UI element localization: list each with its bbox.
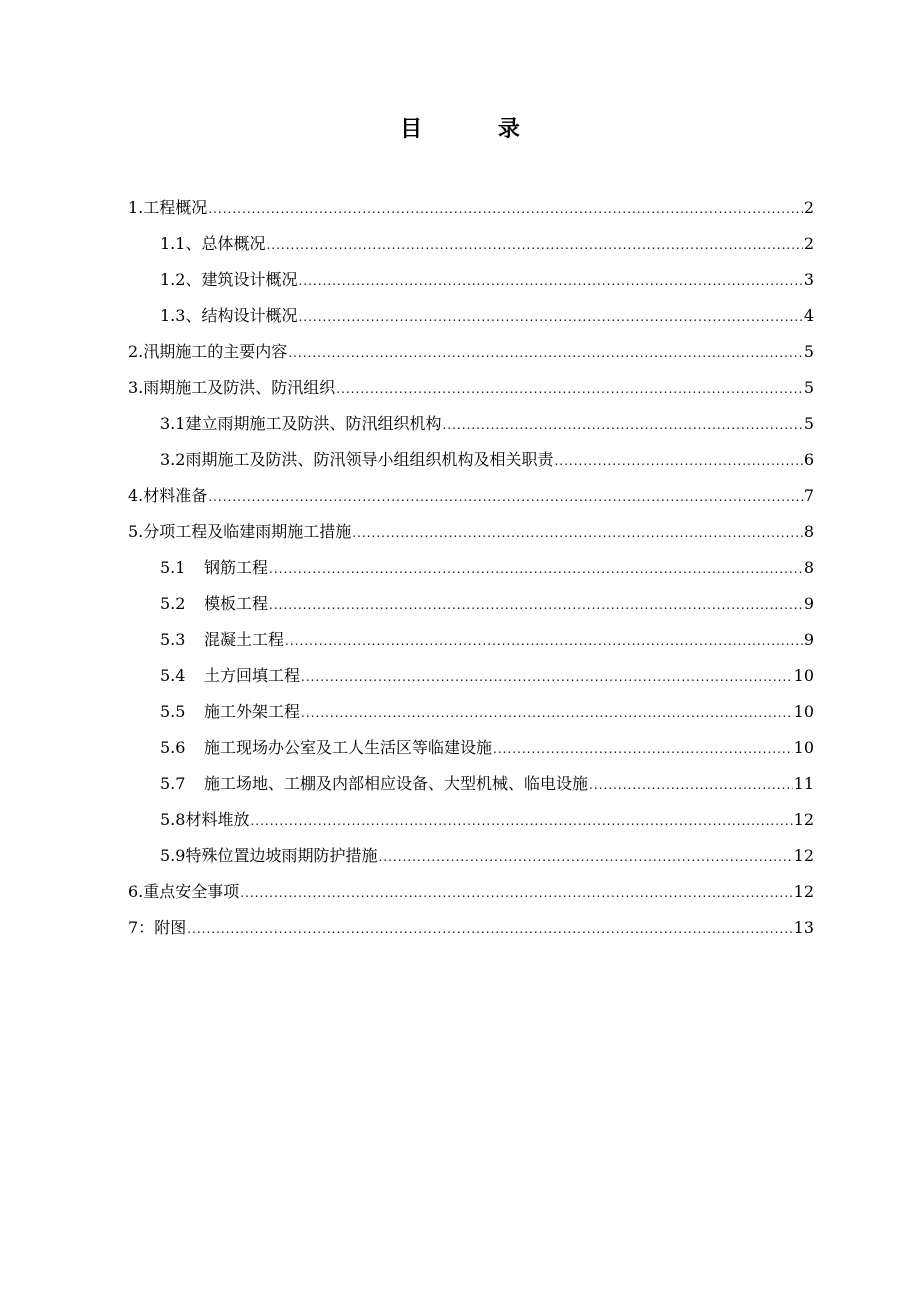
toc-entry[interactable] [128, 916, 814, 952]
toc-page-number: 11 [793, 774, 814, 793]
toc-page-number: 8 [803, 522, 814, 541]
toc-dot-leader [288, 341, 803, 365]
toc-entry-label [160, 664, 300, 688]
toc-entry[interactable] [128, 592, 814, 628]
toc-entry-text: 汛期施工的主要内容 [143, 342, 288, 361]
toc-entry-label [160, 592, 268, 616]
toc-dot-leader [269, 557, 803, 581]
toc-entry-label [128, 880, 239, 904]
toc-page-number: 5 [803, 414, 814, 433]
toc-entry-label [160, 232, 265, 256]
toc-dot-leader [352, 521, 803, 545]
toc-dot-leader [493, 737, 793, 761]
toc-entry-number: 5.8 [160, 810, 186, 829]
table-of-contents [128, 196, 814, 952]
toc-entry-label [128, 196, 207, 220]
toc-entry-label [160, 844, 377, 868]
toc-entry[interactable] [128, 232, 814, 268]
toc-page-number: 4 [803, 306, 814, 325]
toc-entry-text: 总体概况 [201, 234, 266, 253]
toc-page-number: 5 [803, 342, 814, 361]
toc-dot-leader [301, 665, 793, 689]
toc-entry-number: 5.9 [160, 846, 186, 865]
toc-dot-leader [187, 917, 792, 941]
toc-entry-label [160, 700, 300, 724]
toc-entry-label [160, 628, 284, 652]
toc-entry[interactable] [128, 520, 814, 556]
toc-entry-label [160, 304, 297, 328]
toc-entry-text: 雨期施工及防洪、防汛领导小组组织机构及相关职责 [185, 450, 554, 469]
toc-entry-text: 雨期施工及防洪、防汛组织 [143, 378, 336, 397]
toc-page-number: 9 [803, 630, 814, 649]
toc-entry[interactable] [128, 808, 814, 844]
toc-dot-leader [240, 881, 792, 905]
toc-entry-number: 2. [128, 342, 144, 361]
toc-entry[interactable] [128, 556, 814, 592]
toc-entry[interactable] [128, 880, 814, 916]
toc-dot-leader [298, 305, 802, 329]
toc-page-number: 10 [793, 666, 814, 685]
toc-entry[interactable] [128, 376, 814, 412]
toc-page-number: 12 [793, 846, 814, 865]
toc-entry-label [128, 916, 186, 940]
toc-entry[interactable] [128, 304, 814, 340]
toc-entry[interactable] [128, 196, 814, 232]
toc-entry-number: 3. [128, 378, 144, 397]
toc-entry[interactable] [128, 736, 814, 772]
toc-dot-leader [298, 269, 802, 293]
toc-dot-leader [554, 449, 802, 473]
toc-entry-text: 模板工程 [204, 594, 269, 613]
toc-dot-leader [208, 485, 803, 509]
toc-entry-text: 分项工程及临建雨期施工措施 [143, 522, 352, 541]
toc-entry[interactable] [128, 628, 814, 664]
toc-entry[interactable] [128, 664, 814, 700]
toc-page-number: 6 [803, 450, 814, 469]
toc-dot-leader [285, 629, 803, 653]
toc-entry[interactable] [128, 448, 814, 484]
toc-dot-leader [208, 197, 803, 221]
toc-dot-leader [336, 377, 803, 401]
toc-entry-label [160, 268, 297, 292]
toc-entry-number: 5.6 [160, 738, 186, 757]
toc-dot-leader [442, 413, 802, 437]
toc-entry-number: 1.3、 [160, 306, 202, 325]
toc-entry-label [160, 808, 249, 832]
toc-page-number: 9 [803, 594, 814, 613]
toc-entry-number: 5.3 [160, 630, 186, 649]
toc-entry-label [160, 772, 588, 796]
toc-entry-number: 1.1、 [160, 234, 202, 253]
toc-entry[interactable] [128, 340, 814, 376]
toc-page-number: 13 [793, 918, 814, 937]
toc-entry[interactable] [128, 412, 814, 448]
toc-entry[interactable] [128, 484, 814, 520]
toc-entry-label [128, 340, 287, 364]
toc-entry-number: 5.1 [160, 558, 186, 577]
toc-entry[interactable] [128, 700, 814, 736]
toc-entry-number: 5.5 [160, 702, 186, 721]
toc-entry-number: 6. [128, 882, 144, 901]
toc-entry-text: 施工现场办公室及工人生活区等临建设施 [204, 738, 493, 757]
toc-page-number: 8 [803, 558, 814, 577]
toc-page-number: 2 [803, 234, 814, 253]
toc-page-number: 5 [803, 378, 814, 397]
toc-page-number: 3 [803, 270, 814, 289]
toc-dot-leader [589, 773, 793, 797]
toc-entry-label [160, 556, 268, 580]
toc-entry-text: 施工场地、工棚及内部相应设备、大型机械、临电设施 [204, 774, 589, 793]
toc-dot-leader [250, 809, 792, 833]
toc-title: 目 录 [400, 117, 554, 142]
toc-entry-text: 结构设计概况 [201, 306, 298, 325]
toc-entry-number: 4. [128, 486, 144, 505]
toc-entry[interactable] [128, 268, 814, 304]
toc-dot-leader [269, 593, 803, 617]
toc-page-number: 7 [803, 486, 814, 505]
toc-dot-leader [378, 845, 792, 869]
toc-entry-text: 工程概况 [143, 198, 208, 217]
toc-page-number: 10 [793, 738, 814, 757]
toc-entry-number: 1.2、 [160, 270, 202, 289]
toc-page-number: 12 [793, 882, 814, 901]
toc-entry-label [128, 520, 351, 544]
toc-entry-label [128, 376, 335, 400]
toc-entry-number: 5.4 [160, 666, 186, 685]
toc-entry-text: 建筑设计概况 [201, 270, 298, 289]
toc-entry[interactable] [128, 772, 814, 808]
toc-entry-label [160, 412, 441, 436]
toc-entry-label [160, 736, 492, 760]
toc-entry-number: 5. [128, 522, 144, 541]
toc-entry-text: 重点安全事项 [143, 882, 240, 901]
toc-dot-leader [266, 233, 802, 257]
toc-entry-number: 1. [128, 198, 144, 217]
toc-entry-text: 材料堆放 [185, 810, 250, 829]
toc-entry-label [128, 484, 207, 508]
toc-page-number: 12 [793, 810, 814, 829]
toc-entry-text: 建立雨期施工及防洪、防汛组织机构 [185, 414, 442, 433]
toc-dot-leader [301, 701, 793, 725]
toc-page-number: 10 [793, 702, 814, 721]
toc-entry-text: 附图 [154, 918, 187, 937]
toc-entry-text: 施工外架工程 [204, 702, 301, 721]
toc-entry-text: 特殊位置边坡雨期防护措施 [185, 846, 378, 865]
toc-entry-text: 钢筋工程 [204, 558, 269, 577]
toc-entry-label [160, 448, 553, 472]
toc-entry-text: 材料准备 [143, 486, 208, 505]
toc-entry-number: 5.2 [160, 594, 186, 613]
toc-entry-number: 3.1 [160, 414, 186, 433]
toc-entry-number: 5.7 [160, 774, 186, 793]
toc-entry-number: 3.2 [160, 450, 186, 469]
toc-entry[interactable] [128, 844, 814, 880]
toc-page-number: 2 [803, 198, 814, 217]
toc-entry-text: 混凝土工程 [204, 630, 285, 649]
toc-entry-text: 土方回填工程 [204, 666, 301, 685]
toc-entry-number: 7： [128, 918, 155, 937]
